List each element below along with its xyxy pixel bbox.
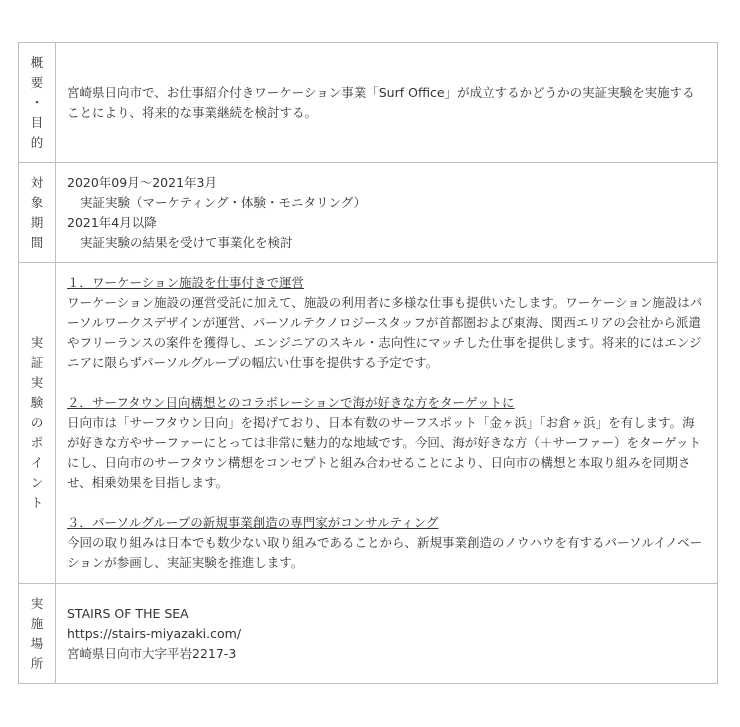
point-body-1: ワーケーション施設の運営受託に加えて、施設の利用者に多様な仕事も提供いたします。ワーケーション施設はパーソルワークスデザインが運営、パーソルテクノロジースタッフが首都圏および東海、関西エリアの会社から派遣やフリーランスの案件を獲得し、エンジニアのスキル・志向性にマッチした仕事を提供します。将来的にはエンジニアに限らずパーソルグループの幅広い仕事を提供する予定です。 [67,295,703,370]
row-label-overview [19,43,56,163]
info-table [18,42,718,684]
label-char: 要 [30,74,44,90]
spacer [67,493,707,513]
label-char: 概 [30,54,44,70]
table-row-overview [19,43,718,163]
point-heading-2: ２．サーフタウン日向構想とのコラボレーションで海が好きな方をターゲットに [67,395,515,410]
label-char: ン [30,475,44,490]
label-char: 実 [30,375,44,390]
spacer [67,373,707,393]
venue-name: STAIRS OF THE SEA [67,605,189,621]
label-char: 目 [30,114,44,130]
row-label-venue [19,584,56,684]
label-char: 場 [30,635,44,651]
point-body-3: 今回の取り組みは日本でも数少ない取り組みであることから、新規事業創造のノウハウを有するパーソルイノベーションが参画し、実証実験を推進します。 [67,535,703,570]
label-char: ト [30,495,44,510]
venue-address: 宮崎県日向市大字平岩2217-3 [67,645,237,661]
table-row-period [19,163,718,263]
point-heading-3: ３．パーソルグループの新規事業創造の専門家がコンサルティング [67,515,439,530]
overview-text: 宮崎県日向市で、お仕事紹介付きワーケーション事業「Surf Office」が成立するかどうかの実証実験を実施することにより、将来的な事業継続を検討する。 [67,84,695,120]
point-heading-1: １．ワーケーション施設を仕事付きで運営 [67,275,305,290]
label-char: 対 [30,174,44,190]
table-row-venue [19,584,718,684]
label-char: 的 [30,134,44,150]
venue-url[interactable]: https://stairs-miyazaki.com/ [67,625,242,641]
period-date-after: 2021年4月以降 [67,214,157,230]
label-char: 験 [30,395,44,410]
label-char: 期 [30,214,44,230]
venue-content [56,584,718,684]
label-char: 象 [30,194,44,210]
period-date-range: 2020年09月～2021年3月 [67,174,217,190]
label-char: 証 [30,355,44,370]
label-char: 実 [30,335,44,350]
period-phase-1: 実証実験（マーケティング・体験・モニタリング） [80,194,367,210]
label-char: ・ [30,94,44,110]
label-char: 所 [30,655,44,671]
label-char: イ [30,455,44,470]
period-phase-2: 実証実験の結果を受けて事業化を検討 [80,234,293,250]
period-content [56,163,718,263]
table-row-points [19,263,718,584]
label-char: 間 [30,234,44,250]
overview-content [56,43,718,163]
label-char: 施 [30,615,44,631]
label-char: ポ [30,435,44,450]
row-label-period [19,163,56,263]
label-char: の [30,415,44,430]
point-body-2: 日向市は「サーフタウン日向」を掲げており、日本有数のサーフスポット「金ヶ浜」「お倉ヶ浜」を有します。海が好きな方やサーファーにとっては非常に魅力的な地域です。今回、海が好きな方（＋サーファー）をターゲットにし、日向市のサーフタウン構想をコンセプトと組み合わせることにより、日向市の構想と本取り組みを同期させ、相乗効果を目指します。 [67,415,702,490]
points-content [56,263,718,584]
row-label-points [19,263,56,584]
label-char: 実 [30,595,44,611]
